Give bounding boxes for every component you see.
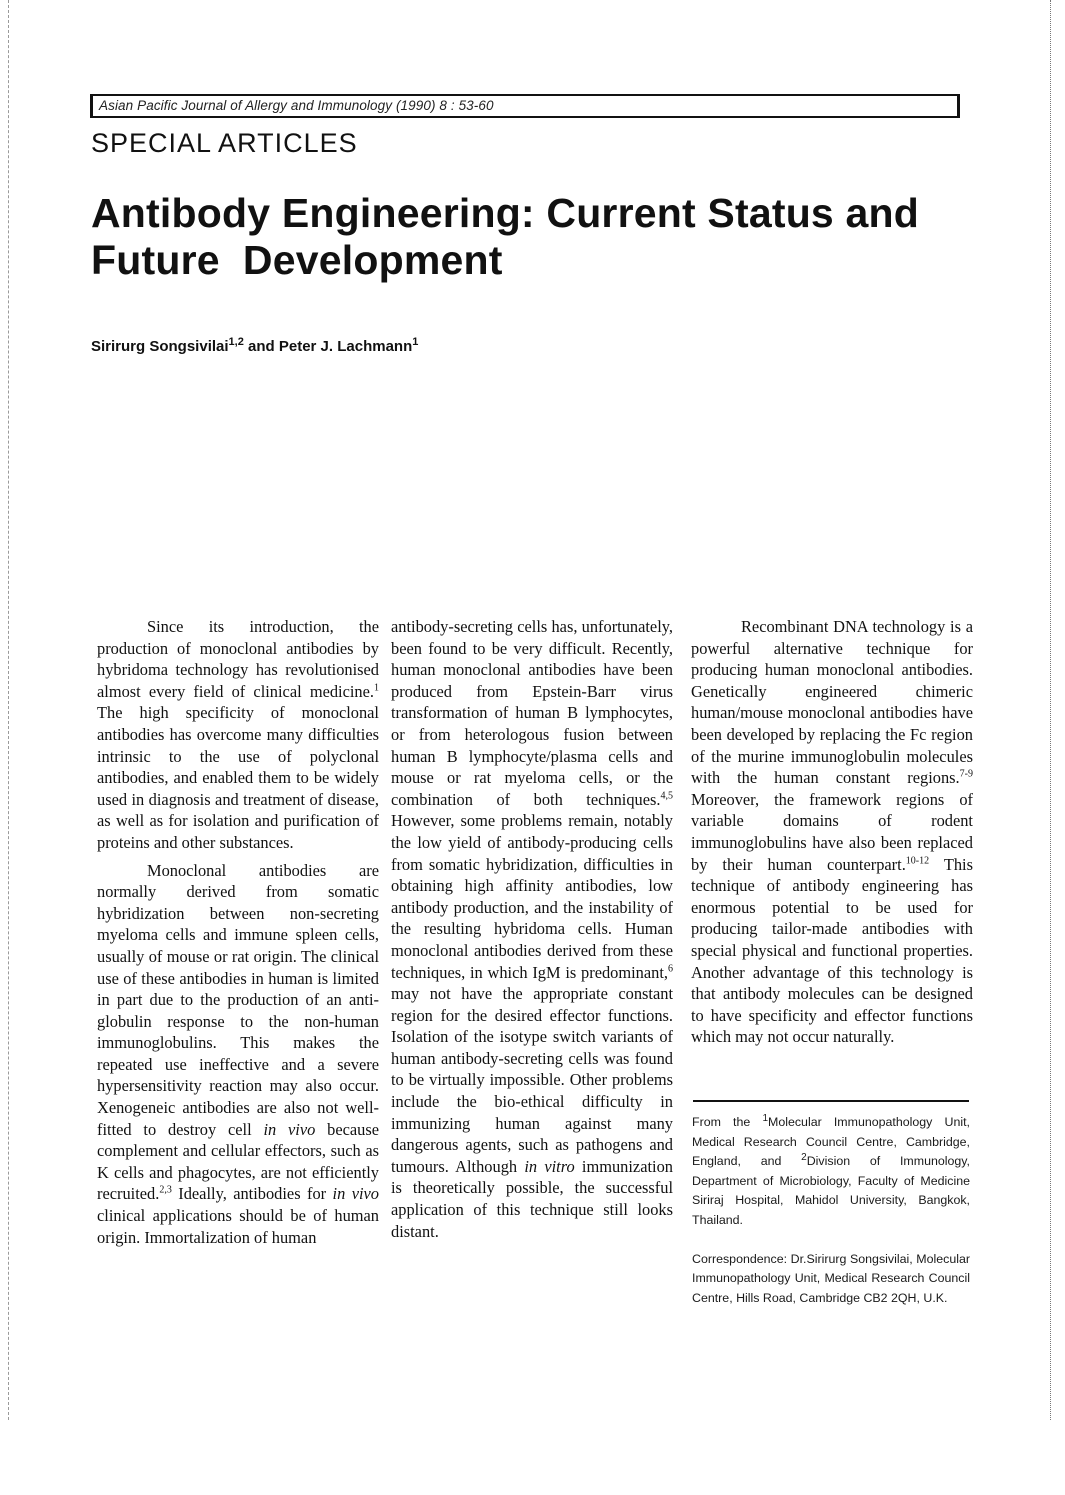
text-run: may not have the appropriate constant region for the desired effector functions. Isolation of the isotype switch variants of human antibody-secreting cells was found to be virtually impossible. Other problems include the bio-ethical difficulty in immunizing human against many dangerous agents, such as pathogens and tumours. Although — [391, 984, 673, 1176]
affiliation-note — [692, 1113, 970, 1231]
text-run: clinical applications should be of human origin. Immortalization of human — [97, 1206, 379, 1247]
scan-edge-left — [8, 0, 9, 1420]
text-run: However, some problems remain, notably the low yield of antibody-producing cells from somatic hybridization, difficulties in obtaining high affinity antibodies, low antibody production, and the instability of the resulting hybridoma cells. Human monoclonal antibodies derived from these techniques, in which IgM is predominant, — [391, 811, 673, 982]
paragraph — [97, 860, 379, 1249]
body-column-1 — [97, 616, 379, 1254]
footnotes — [692, 1113, 970, 1327]
text-run: antibody-secreting cells has, unfortunately, been found to be very difficult. Recently, human monoclonal antibodies have been produced from Epstein-Barr virus transformation of human B lymphocytes, or from heterologous fusion between human B lymphocyte/plasma cells and mouse or rat myeloma cells, or the combination of both techniques. — [391, 617, 673, 809]
text-run: Recombinant DNA technology is a powerful alternative technique for producing human monoclonal antibodies. Genetically engineered chimeric human/mouse monoclonal antibodies have been developed by replacing the Fc region of the murine immunoglobulin molecules with the human constant regions. — [691, 617, 973, 788]
body-column-3 — [691, 616, 973, 1054]
scan-edge-right — [1050, 0, 1051, 1420]
paragraph — [97, 616, 379, 854]
text-run: Since its introduction, the production of monoclonal antibodies by hybridoma technology has revolutionised almost every field of clinical medicine. — [97, 617, 379, 701]
paragraph — [691, 616, 973, 1048]
journal-reference: Asian Pacific Journal of Allergy and Immunology (1990) 8 : 53-60 — [99, 98, 494, 113]
affiliation-marker: 2 — [801, 1152, 807, 1164]
text-run: because complement and cellular effectors, such as K cells and phagocytes, are not efficiently recruited. — [97, 1119, 380, 1204]
citation-ref: 7-9 — [959, 768, 973, 780]
text-run: Molecular Immunopathology Unit, Medical Research Council Centre, Cambridge, England, and — [692, 1115, 970, 1169]
text-run: The high specificity of monoclonal antibodies has overcome many difficulties intrinsic to the use of polyclonal antibodies, and enabled them to be widely used in diagnosis and treatment of disease, as well as for isolation and purification of proteins and other substances. — [97, 703, 379, 852]
italic-term: in vitro — [524, 1156, 575, 1176]
article-title-line-1: Antibody Engineering: Current Status and — [91, 190, 920, 236]
citation-ref: 2,3 — [159, 1184, 172, 1196]
italic-term: in vivo — [263, 1119, 316, 1139]
citation-ref: 6 — [668, 963, 673, 975]
footnote-divider — [693, 1100, 969, 1102]
text-run: Moreover, the framework regions of variable domains of rodent immunoglobulins have also been replaced by their human counterpart. — [691, 789, 973, 874]
text-run: From the — [692, 1115, 763, 1129]
citation-ref: 10-12 — [905, 855, 930, 867]
italic-term: in vivo — [332, 1184, 379, 1204]
author-list — [91, 336, 418, 355]
section-label: SPECIAL ARTICLES — [91, 128, 358, 158]
article-title-line-2: Future Development — [91, 237, 503, 283]
author-affiliation-marker: 1,2 — [228, 336, 244, 348]
paragraph — [391, 616, 673, 1242]
body-column-2 — [391, 616, 673, 1248]
text-run: immunization is theoretically possible, the successful application of this technique still looks distant. — [391, 1156, 673, 1241]
citation-ref: 4,5 — [660, 790, 673, 802]
author-name: Peter J. Lachmann — [278, 338, 413, 355]
journal-header-box — [90, 94, 960, 118]
text-run: Division of Immunology, Department of Microbiology, Faculty of Medicine Siriraj Hospital, Mahidol University, Bangkok, Thailand. — [692, 1154, 970, 1227]
author-name: Sirirurg Songsivilai — [91, 338, 229, 355]
correspondence-note: Correspondence: Dr.Sirirurg Songsivilai, Molecular Immunopathology Unit, Medical Research Council Centre, Hills Road, Cambridge CB2 2QH, U.K. — [692, 1251, 970, 1305]
text-run: Monoclonal antibodies are normally derived from somatic hybridization between non-secreting myeloma cells and immune spleen cells, usually of mouse or rat origin. The clinical use of these antibodies in human is limited in part due to the production of an anti-globulin response to the non-human immunoglobulins. This makes the repeated use ineffective and a severe hypersensitivity reaction may also occur. Xenogeneic antibodies are also not well-fitted to destroy cell — [97, 860, 379, 1139]
citation-ref: 1 — [374, 682, 379, 694]
affiliation-marker: 1 — [762, 1112, 768, 1124]
text-run: Ideally, antibodies for — [171, 1184, 333, 1204]
author-connector: and — [248, 338, 275, 355]
article-title — [91, 190, 991, 284]
text-run: This technique of antibody engineering has enormous potential to be used for producing tailor-made antibodies with special physical and functional properties. Another advantage of this technology is that antibody molecules can be designed to have specificity and effector functions which may not occur naturally. — [691, 854, 973, 1047]
author-affiliation-marker: 1 — [412, 336, 419, 348]
